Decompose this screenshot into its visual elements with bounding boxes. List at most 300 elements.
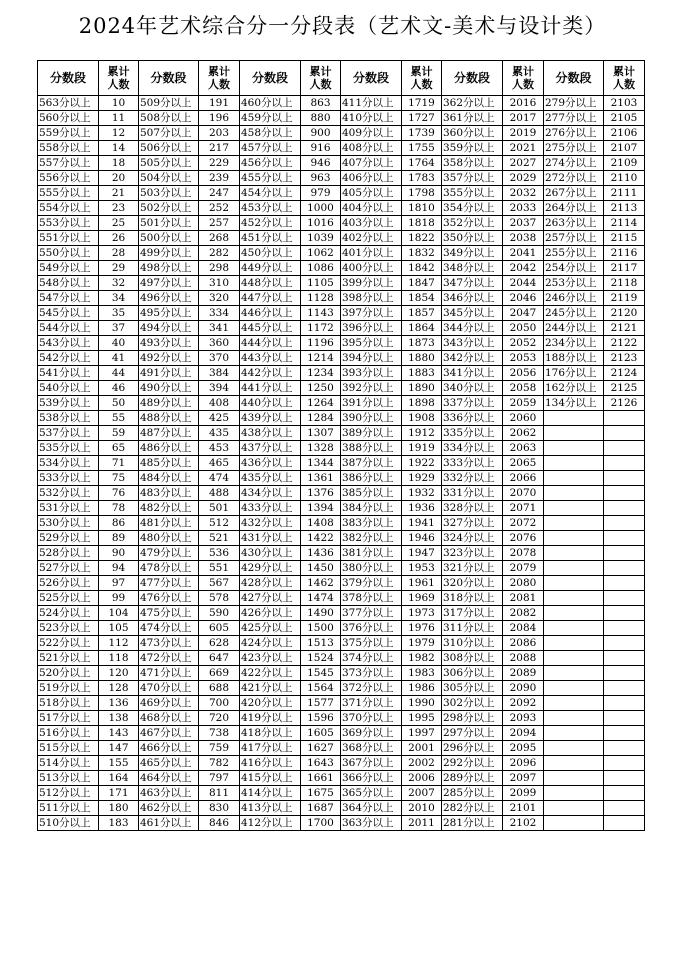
table-row — [38, 216, 645, 231]
count-cell: 2011 — [402, 816, 442, 831]
count-cell: 89 — [99, 531, 139, 546]
score-cell: 305分以上 — [442, 681, 503, 696]
score-cell: 331分以上 — [442, 486, 503, 501]
score-column-header: 分数段 — [341, 61, 402, 96]
count-cell: 171 — [99, 786, 139, 801]
count-cell: 425 — [199, 411, 240, 426]
count-cell: 2109 — [604, 156, 645, 171]
score-cell: 490分以上 — [139, 381, 199, 396]
score-cell: 497分以上 — [139, 276, 199, 291]
count-cell: 2114 — [604, 216, 645, 231]
score-cell — [544, 606, 604, 621]
score-cell: 465分以上 — [139, 756, 199, 771]
score-cell: 354分以上 — [442, 201, 503, 216]
count-cell: 435 — [199, 426, 240, 441]
score-cell: 454分以上 — [240, 186, 301, 201]
score-cell — [544, 471, 604, 486]
score-cell: 495分以上 — [139, 306, 199, 321]
count-cell — [604, 606, 645, 621]
table-row — [38, 741, 645, 756]
score-cell: 340分以上 — [442, 381, 503, 396]
count-cell — [604, 801, 645, 816]
count-cell: 394 — [199, 381, 240, 396]
score-cell: 419分以上 — [240, 711, 301, 726]
score-cell: 323分以上 — [442, 546, 503, 561]
count-cell: 2047 — [503, 306, 544, 321]
count-cell: 28 — [99, 246, 139, 261]
score-cell: 496分以上 — [139, 291, 199, 306]
score-cell: 475分以上 — [139, 606, 199, 621]
count-cell: 2094 — [503, 726, 544, 741]
count-cell: 136 — [99, 696, 139, 711]
score-cell: 516分以上 — [38, 726, 99, 741]
count-cell: 1250 — [301, 381, 341, 396]
count-cell: 1979 — [402, 636, 442, 651]
score-cell: 384分以上 — [341, 501, 402, 516]
count-cell: 1961 — [402, 576, 442, 591]
score-cell: 453分以上 — [240, 201, 301, 216]
score-cell: 327分以上 — [442, 516, 503, 531]
score-cell: 281分以上 — [442, 816, 503, 831]
count-cell: 1605 — [301, 726, 341, 741]
count-cell: 1941 — [402, 516, 442, 531]
score-cell: 480分以上 — [139, 531, 199, 546]
count-cell: 2037 — [503, 216, 544, 231]
count-cell: 2081 — [503, 591, 544, 606]
count-cell: 1474 — [301, 591, 341, 606]
count-cell: 10 — [99, 96, 139, 111]
score-cell: 442分以上 — [240, 366, 301, 381]
count-cell — [604, 651, 645, 666]
count-cell — [604, 711, 645, 726]
count-cell: 590 — [199, 606, 240, 621]
count-cell — [604, 546, 645, 561]
score-cell: 409分以上 — [341, 126, 402, 141]
score-cell: 505分以上 — [139, 156, 199, 171]
count-cell: 1764 — [402, 156, 442, 171]
count-cell: 370 — [199, 351, 240, 366]
score-cell: 348分以上 — [442, 261, 503, 276]
score-cell: 418分以上 — [240, 726, 301, 741]
score-cell: 389分以上 — [341, 426, 402, 441]
score-cell: 376分以上 — [341, 621, 402, 636]
score-cell: 558分以上 — [38, 141, 99, 156]
count-cell: 320 — [199, 291, 240, 306]
score-cell: 350分以上 — [442, 231, 503, 246]
count-cell: 2052 — [503, 336, 544, 351]
score-cell — [544, 561, 604, 576]
count-cell: 1798 — [402, 186, 442, 201]
count-cell: 797 — [199, 771, 240, 786]
count-cell: 1936 — [402, 501, 442, 516]
table-row — [38, 621, 645, 636]
score-cell: 484分以上 — [139, 471, 199, 486]
score-cell: 488分以上 — [139, 411, 199, 426]
count-cell: 1450 — [301, 561, 341, 576]
count-cell: 2095 — [503, 741, 544, 756]
count-cell: 257 — [199, 216, 240, 231]
score-cell: 274分以上 — [544, 156, 604, 171]
count-cell: 2056 — [503, 366, 544, 381]
score-cell: 277分以上 — [544, 111, 604, 126]
count-cell: 78 — [99, 501, 139, 516]
count-cell: 1873 — [402, 336, 442, 351]
count-cell: 2089 — [503, 666, 544, 681]
score-cell: 476分以上 — [139, 591, 199, 606]
cumulative-count-column-header: 累计 人数 — [199, 61, 240, 96]
count-cell: 34 — [99, 291, 139, 306]
table-row — [38, 501, 645, 516]
table-header-row — [38, 61, 645, 96]
table-row — [38, 441, 645, 456]
count-cell: 2090 — [503, 681, 544, 696]
table-row — [38, 816, 645, 831]
table-row — [38, 516, 645, 531]
score-cell — [544, 756, 604, 771]
score-cell: 343分以上 — [442, 336, 503, 351]
count-cell: 128 — [99, 681, 139, 696]
count-cell — [604, 816, 645, 831]
table-row — [38, 141, 645, 156]
count-cell: 1857 — [402, 306, 442, 321]
count-cell: 2010 — [402, 801, 442, 816]
count-cell: 2088 — [503, 651, 544, 666]
count-cell: 551 — [199, 561, 240, 576]
table-row — [38, 636, 645, 651]
count-cell: 86 — [99, 516, 139, 531]
count-cell: 1842 — [402, 261, 442, 276]
score-cell: 373分以上 — [341, 666, 402, 681]
score-cell: 302分以上 — [442, 696, 503, 711]
score-cell: 355分以上 — [442, 186, 503, 201]
score-cell: 371分以上 — [341, 696, 402, 711]
score-cell: 410分以上 — [341, 111, 402, 126]
count-cell: 2084 — [503, 621, 544, 636]
cumulative-count-column-header: 累计 人数 — [301, 61, 341, 96]
count-cell: 2059 — [503, 396, 544, 411]
count-cell: 40 — [99, 336, 139, 351]
count-cell — [604, 636, 645, 651]
count-cell: 1995 — [402, 711, 442, 726]
score-cell: 481分以上 — [139, 516, 199, 531]
score-cell: 428分以上 — [240, 576, 301, 591]
score-cell: 471分以上 — [139, 666, 199, 681]
score-cell: 332分以上 — [442, 471, 503, 486]
score-cell: 391分以上 — [341, 396, 402, 411]
count-cell: 2116 — [604, 246, 645, 261]
score-cell: 377分以上 — [341, 606, 402, 621]
count-cell: 605 — [199, 621, 240, 636]
score-cell: 491分以上 — [139, 366, 199, 381]
score-cell: 555分以上 — [38, 186, 99, 201]
count-cell: 1196 — [301, 336, 341, 351]
score-cell: 403分以上 — [341, 216, 402, 231]
count-cell: 1953 — [402, 561, 442, 576]
count-cell: 863 — [301, 96, 341, 111]
score-cell: 267分以上 — [544, 186, 604, 201]
count-cell: 453 — [199, 441, 240, 456]
table-row — [38, 591, 645, 606]
count-cell: 1062 — [301, 246, 341, 261]
count-cell: 2119 — [604, 291, 645, 306]
score-cell: 469分以上 — [139, 696, 199, 711]
count-cell: 2033 — [503, 201, 544, 216]
count-cell: 2053 — [503, 351, 544, 366]
count-cell: 1783 — [402, 171, 442, 186]
score-cell: 544分以上 — [38, 321, 99, 336]
count-cell: 1898 — [402, 396, 442, 411]
count-cell: 2072 — [503, 516, 544, 531]
score-cell: 478分以上 — [139, 561, 199, 576]
table-row — [38, 696, 645, 711]
score-cell — [544, 486, 604, 501]
score-cell — [544, 681, 604, 696]
count-cell: 1361 — [301, 471, 341, 486]
count-cell: 90 — [99, 546, 139, 561]
score-cell: 557分以上 — [38, 156, 99, 171]
count-cell: 2019 — [503, 126, 544, 141]
score-cell: 285分以上 — [442, 786, 503, 801]
count-cell: 501 — [199, 501, 240, 516]
count-cell: 2058 — [503, 381, 544, 396]
score-cell: 369分以上 — [341, 726, 402, 741]
score-cell: 553分以上 — [38, 216, 99, 231]
table-row — [38, 606, 645, 621]
score-cell: 526分以上 — [38, 576, 99, 591]
score-cell: 405分以上 — [341, 186, 402, 201]
count-cell: 55 — [99, 411, 139, 426]
table-row — [38, 126, 645, 141]
score-cell: 563分以上 — [38, 96, 99, 111]
count-cell: 1990 — [402, 696, 442, 711]
count-cell: 59 — [99, 426, 139, 441]
count-cell: 268 — [199, 231, 240, 246]
count-cell: 26 — [99, 231, 139, 246]
count-cell — [604, 576, 645, 591]
count-cell: 2046 — [503, 291, 544, 306]
score-cell: 367分以上 — [341, 756, 402, 771]
count-cell: 1854 — [402, 291, 442, 306]
score-cell: 378分以上 — [341, 591, 402, 606]
count-cell: 32 — [99, 276, 139, 291]
score-cell: 494分以上 — [139, 321, 199, 336]
cumulative-count-column-header: 累计 人数 — [99, 61, 139, 96]
score-cell: 296分以上 — [442, 741, 503, 756]
score-cell: 308分以上 — [442, 651, 503, 666]
score-cell: 275分以上 — [544, 141, 604, 156]
count-cell: 1627 — [301, 741, 341, 756]
score-cell: 436分以上 — [240, 456, 301, 471]
score-cell: 441分以上 — [240, 381, 301, 396]
score-cell: 542分以上 — [38, 351, 99, 366]
count-cell: 2041 — [503, 246, 544, 261]
score-cell: 317分以上 — [442, 606, 503, 621]
table-row — [38, 111, 645, 126]
score-cell: 541分以上 — [38, 366, 99, 381]
score-cell: 289分以上 — [442, 771, 503, 786]
count-cell: 1946 — [402, 531, 442, 546]
score-cell: 440分以上 — [240, 396, 301, 411]
count-cell: 1919 — [402, 441, 442, 456]
score-cell: 498分以上 — [139, 261, 199, 276]
count-cell: 23 — [99, 201, 139, 216]
score-cell: 443分以上 — [240, 351, 301, 366]
count-cell: 105 — [99, 621, 139, 636]
score-cell: 342分以上 — [442, 351, 503, 366]
count-cell: 2002 — [402, 756, 442, 771]
count-cell: 50 — [99, 396, 139, 411]
table-row — [38, 336, 645, 351]
count-cell: 2122 — [604, 336, 645, 351]
count-cell: 1264 — [301, 396, 341, 411]
score-cell: 282分以上 — [442, 801, 503, 816]
table-row — [38, 561, 645, 576]
score-cell — [544, 741, 604, 756]
count-cell: 2103 — [604, 96, 645, 111]
score-cell: 537分以上 — [38, 426, 99, 441]
score-cell: 501分以上 — [139, 216, 199, 231]
score-cell: 134分以上 — [544, 396, 604, 411]
score-cell: 499分以上 — [139, 246, 199, 261]
count-cell: 1128 — [301, 291, 341, 306]
score-cell: 417分以上 — [240, 741, 301, 756]
table-row — [38, 531, 645, 546]
score-cell — [544, 591, 604, 606]
cumulative-count-column-header: 累计 人数 — [503, 61, 544, 96]
count-cell: 2125 — [604, 381, 645, 396]
count-cell: 1976 — [402, 621, 442, 636]
count-cell: 183 — [99, 816, 139, 831]
count-cell — [604, 426, 645, 441]
score-cell: 510分以上 — [38, 816, 99, 831]
count-cell: 12 — [99, 126, 139, 141]
count-cell: 46 — [99, 381, 139, 396]
count-cell: 567 — [199, 576, 240, 591]
table-row — [38, 726, 645, 741]
count-cell: 2006 — [402, 771, 442, 786]
score-cell: 474分以上 — [139, 621, 199, 636]
table-row — [38, 366, 645, 381]
score-cell — [544, 666, 604, 681]
score-cell: 381分以上 — [341, 546, 402, 561]
score-cell: 462分以上 — [139, 801, 199, 816]
score-cell — [544, 426, 604, 441]
score-cell: 506分以上 — [139, 141, 199, 156]
count-cell: 1864 — [402, 321, 442, 336]
score-cell: 188分以上 — [544, 351, 604, 366]
table-row — [38, 681, 645, 696]
score-cell: 336分以上 — [442, 411, 503, 426]
score-cell: 368分以上 — [341, 741, 402, 756]
table-row — [38, 186, 645, 201]
score-cell: 414分以上 — [240, 786, 301, 801]
count-cell: 196 — [199, 111, 240, 126]
score-cell: 485分以上 — [139, 456, 199, 471]
count-cell — [604, 516, 645, 531]
score-cell: 448分以上 — [240, 276, 301, 291]
score-cell: 366分以上 — [341, 771, 402, 786]
score-cell: 420分以上 — [240, 696, 301, 711]
table-row — [38, 711, 645, 726]
count-cell: 18 — [99, 156, 139, 171]
score-cell: 425分以上 — [240, 621, 301, 636]
count-cell: 229 — [199, 156, 240, 171]
score-cell: 370分以上 — [341, 711, 402, 726]
count-cell: 99 — [99, 591, 139, 606]
score-cell: 434分以上 — [240, 486, 301, 501]
count-cell: 2071 — [503, 501, 544, 516]
count-cell: 1947 — [402, 546, 442, 561]
count-cell: 2065 — [503, 456, 544, 471]
count-cell: 120 — [99, 666, 139, 681]
count-cell: 298 — [199, 261, 240, 276]
count-cell: 25 — [99, 216, 139, 231]
count-cell: 76 — [99, 486, 139, 501]
count-cell: 1500 — [301, 621, 341, 636]
score-cell: 412分以上 — [240, 816, 301, 831]
score-cell: 318分以上 — [442, 591, 503, 606]
page-title: 2024年艺术综合分一分段表（艺术文-美术与设计类） — [78, 14, 607, 38]
count-cell: 41 — [99, 351, 139, 366]
score-cell: 517分以上 — [38, 711, 99, 726]
score-cell: 245分以上 — [544, 306, 604, 321]
count-cell: 916 — [301, 141, 341, 156]
count-cell: 1883 — [402, 366, 442, 381]
count-cell: 2121 — [604, 321, 645, 336]
score-cell: 402分以上 — [341, 231, 402, 246]
score-cell: 446分以上 — [240, 306, 301, 321]
count-cell: 1880 — [402, 351, 442, 366]
score-cell: 345分以上 — [442, 306, 503, 321]
score-cell: 512分以上 — [38, 786, 99, 801]
count-cell: 334 — [199, 306, 240, 321]
score-cell: 263分以上 — [544, 216, 604, 231]
count-cell: 700 — [199, 696, 240, 711]
count-cell: 65 — [99, 441, 139, 456]
count-cell: 104 — [99, 606, 139, 621]
table-row — [38, 666, 645, 681]
score-cell: 234分以上 — [544, 336, 604, 351]
count-cell: 138 — [99, 711, 139, 726]
score-cell: 527分以上 — [38, 561, 99, 576]
count-cell: 2086 — [503, 636, 544, 651]
count-cell: 408 — [199, 396, 240, 411]
count-cell: 647 — [199, 651, 240, 666]
score-cell: 404分以上 — [341, 201, 402, 216]
count-cell: 979 — [301, 186, 341, 201]
table-row — [38, 276, 645, 291]
count-cell — [604, 501, 645, 516]
score-cell: 466分以上 — [139, 741, 199, 756]
score-cell: 560分以上 — [38, 111, 99, 126]
count-cell: 2101 — [503, 801, 544, 816]
count-cell — [604, 741, 645, 756]
table-row — [38, 471, 645, 486]
score-cell: 341分以上 — [442, 366, 503, 381]
count-cell: 282 — [199, 246, 240, 261]
table-row — [38, 396, 645, 411]
score-cell: 346分以上 — [442, 291, 503, 306]
count-cell: 1039 — [301, 231, 341, 246]
score-cell: 521分以上 — [38, 651, 99, 666]
count-cell: 1700 — [301, 816, 341, 831]
count-cell: 1577 — [301, 696, 341, 711]
count-cell: 71 — [99, 456, 139, 471]
score-cell: 548分以上 — [38, 276, 99, 291]
score-cell: 372分以上 — [341, 681, 402, 696]
count-cell: 1755 — [402, 141, 442, 156]
count-cell — [604, 621, 645, 636]
